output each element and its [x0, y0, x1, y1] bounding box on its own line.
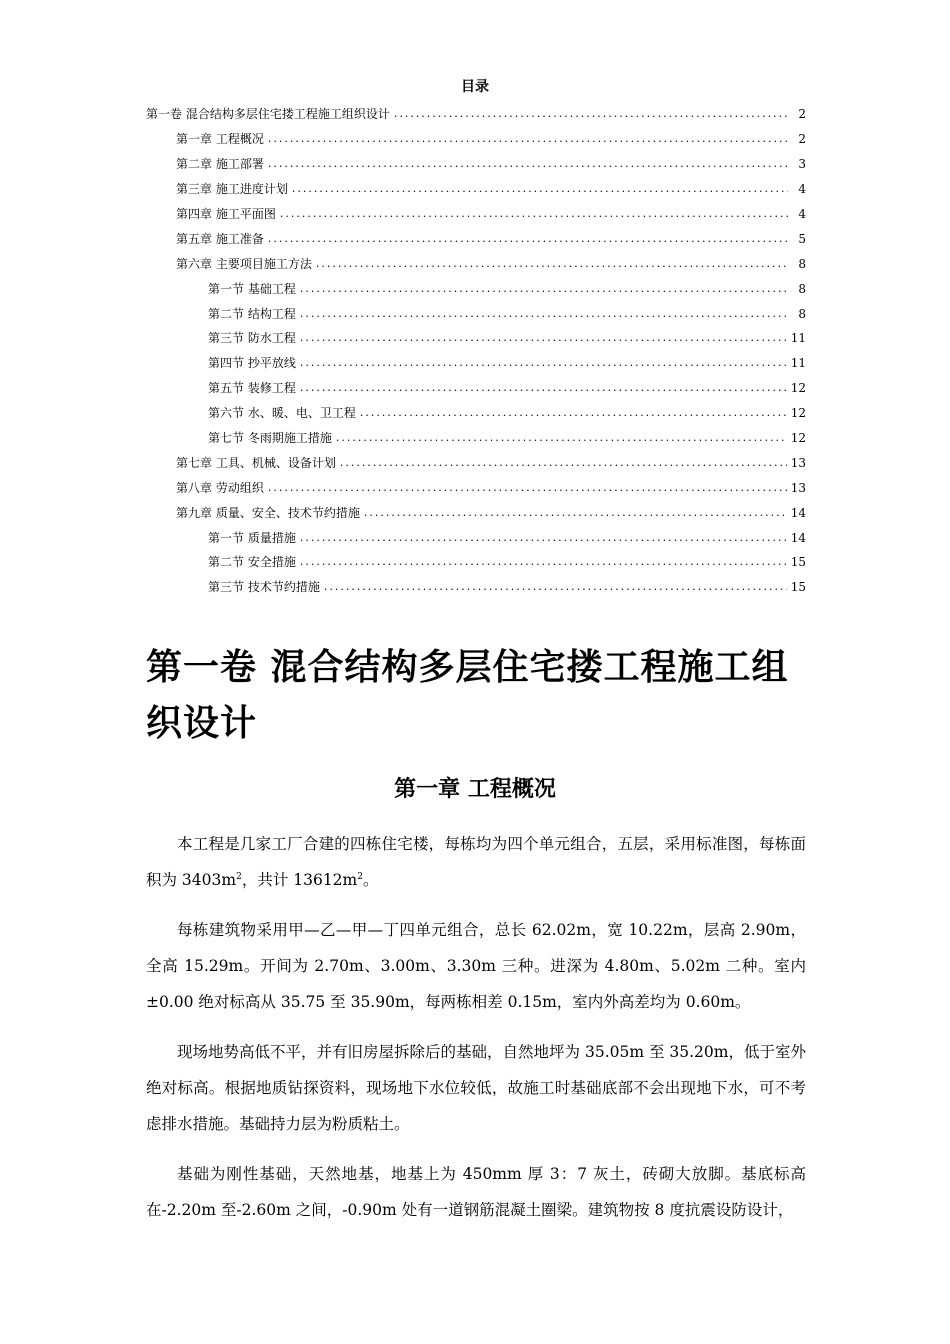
toc-leader-dots [292, 181, 788, 197]
paragraph-1 [146, 826, 806, 898]
toc-entry[interactable] [146, 276, 806, 301]
chapter-title: 第一章 工程概况 [394, 777, 556, 802]
toc-entry[interactable] [146, 376, 806, 401]
toc-leader-dots [268, 131, 788, 147]
paragraph-1-text-a: 本工程是几家工厂合建的四栋住宅楼，每栋均为四个单元组合，五层，采用标准图，每栋面积为 3403m [146, 835, 806, 889]
toc-entry-page: 8 [798, 306, 806, 321]
toc-entry-label: 第二章 施工部署 [176, 157, 264, 172]
toc-leader-dots [340, 455, 787, 471]
toc-entry[interactable] [146, 426, 806, 451]
toc-entry-page: 12 [790, 381, 806, 396]
toc-leader-dots [300, 330, 787, 346]
toc-entry[interactable] [146, 102, 806, 127]
toc-entry-label: 第一卷 混合结构多层住宅搂工程施工组织设计 [146, 107, 390, 122]
table-of-contents [146, 102, 806, 600]
toc-entry-page: 11 [790, 331, 806, 346]
paragraph-1-text-c: 。 [362, 871, 379, 889]
toc-entry-label: 第五节 装修工程 [208, 381, 296, 396]
toc-entry-page: 4 [798, 207, 806, 221]
toc-leader-dots [360, 405, 787, 421]
toc-entry[interactable] [146, 351, 806, 376]
toc-leader-dots [300, 306, 788, 322]
toc-entry-label: 第四节 抄平放线 [208, 356, 296, 371]
toc-entry-label: 第三章 施工进度计划 [176, 182, 288, 197]
toc-leader-dots [268, 480, 787, 496]
toc-entry[interactable] [146, 575, 806, 600]
volume-title: 第一卷 混合结构多层住宅搂工程施工组织设计 [146, 647, 789, 744]
toc-leader-dots [300, 530, 787, 546]
toc-entry-label: 第六章 主要项目施工方法 [176, 256, 312, 271]
toc-leader-dots [394, 106, 788, 122]
toc-entry-page: 14 [790, 530, 806, 545]
toc-entry-label: 第二节 结构工程 [208, 306, 296, 321]
toc-leader-dots [300, 380, 787, 396]
toc-entry-label: 第三节 技术节约措施 [208, 580, 320, 595]
paragraph-2: 每栋建筑物采用甲—乙—甲—丁四单元组合，总长 62.02m，宽 10.22m，层高 2.90m，全高 15.29m。开间为 2.70m、3.00m、3.30m 三种。进深为 4.80m、5.02m 二种。室内±0.00 绝对标高从 35.75 至 35.90m，每两栋相差 0.15m，室内外高差均为 0.60m。 [146, 921, 806, 1011]
toc-entry[interactable] [146, 450, 806, 475]
toc-entry-page: 4 [798, 182, 806, 197]
toc-entry[interactable] [146, 127, 806, 152]
toc-entry[interactable] [146, 202, 806, 227]
toc-leader-dots [336, 430, 787, 446]
toc-entry[interactable] [146, 525, 806, 550]
toc-leader-dots [300, 281, 788, 297]
toc-entry-page: 2 [798, 132, 806, 147]
toc-leader-dots [268, 156, 788, 172]
toc-entry-label: 第五章 施工准备 [176, 231, 264, 246]
toc-entry[interactable] [146, 500, 806, 525]
paragraph-4: 基础为刚性基础，天然地基，地基上为 450mm 厚 3：7 灰土，砖砌大放脚。基底标高在-2.20m 至-2.60m 之间，-0.90m 处有一道钢筋混凝土圈梁。建筑物按 8 度抗震设防设计， [146, 1165, 806, 1219]
toc-entry-page: 8 [798, 281, 806, 296]
toc-entry[interactable] [146, 475, 806, 500]
toc-entry-label: 第一节 质量措施 [208, 530, 296, 545]
toc-entry-page: 11 [790, 356, 806, 371]
toc-entry-page: 5 [798, 231, 806, 246]
toc-leader-dots [364, 505, 787, 521]
toc-entry[interactable] [146, 401, 806, 426]
superscript-squared: 2 [236, 871, 242, 882]
toc-entry-page: 2 [798, 107, 806, 122]
toc-entry-page: 14 [790, 505, 806, 520]
toc-entry-label: 第三节 防水工程 [208, 331, 296, 346]
toc-entry-label: 第一节 基础工程 [208, 281, 296, 296]
toc-entry-label: 第二节 安全措施 [208, 555, 296, 570]
chapter-body [146, 826, 806, 1242]
toc-entry-page: 12 [790, 431, 806, 446]
toc-entry-page: 3 [798, 157, 806, 172]
toc-entry-label: 第七章 工具、机械、设备计划 [176, 455, 336, 470]
paragraph-3: 现场地势高低不平，并有旧房屋拆除后的基础，自然地坪为 35.05m 至 35.20m，低于室外绝对标高。根据地质钻探资料，现场地下水位较低，故施工时基础底部不会出现地下水，可不考虑排水措施。基础持力层为粉质粘土。 [146, 1043, 806, 1133]
toc-entry-page: 12 [790, 406, 806, 421]
toc-entry-label: 第一章 工程概况 [176, 132, 264, 147]
toc-leader-dots [316, 256, 788, 272]
toc-entry-page: 15 [790, 580, 806, 595]
toc-entry-label: 第四章 施工平面图 [176, 207, 276, 221]
toc-entry[interactable] [146, 550, 806, 575]
toc-entry-label: 第八章 劳动组织 [176, 480, 264, 495]
toc-entry-page: 8 [798, 256, 806, 271]
toc-entry-label: 第九章 质量、安全、技术节约措施 [176, 505, 360, 520]
toc-entry-label: 第六节 水、暖、电、卫工程 [208, 406, 356, 421]
toc-entry-page: 13 [790, 480, 806, 495]
toc-leader-dots [268, 231, 788, 247]
toc-leader-dots [300, 355, 787, 371]
toc-entry[interactable] [146, 177, 806, 202]
toc-entry[interactable] [146, 226, 806, 251]
superscript-squared: 2 [357, 871, 363, 882]
paragraph-1-text-b: ，共计 13612m [241, 871, 358, 889]
toc-leader-dots [300, 554, 787, 570]
toc-entry-label: 第七节 冬雨期施工措施 [208, 431, 332, 446]
toc-entry[interactable] [146, 326, 806, 351]
toc-leader-dots [280, 206, 788, 222]
toc-title: 目录 [461, 79, 489, 95]
toc-entry[interactable] [146, 251, 806, 276]
toc-entry[interactable] [146, 301, 806, 326]
toc-entry-page: 15 [790, 555, 806, 570]
toc-entry[interactable] [146, 152, 806, 177]
toc-entry-page: 13 [790, 455, 806, 470]
toc-leader-dots [324, 579, 787, 595]
